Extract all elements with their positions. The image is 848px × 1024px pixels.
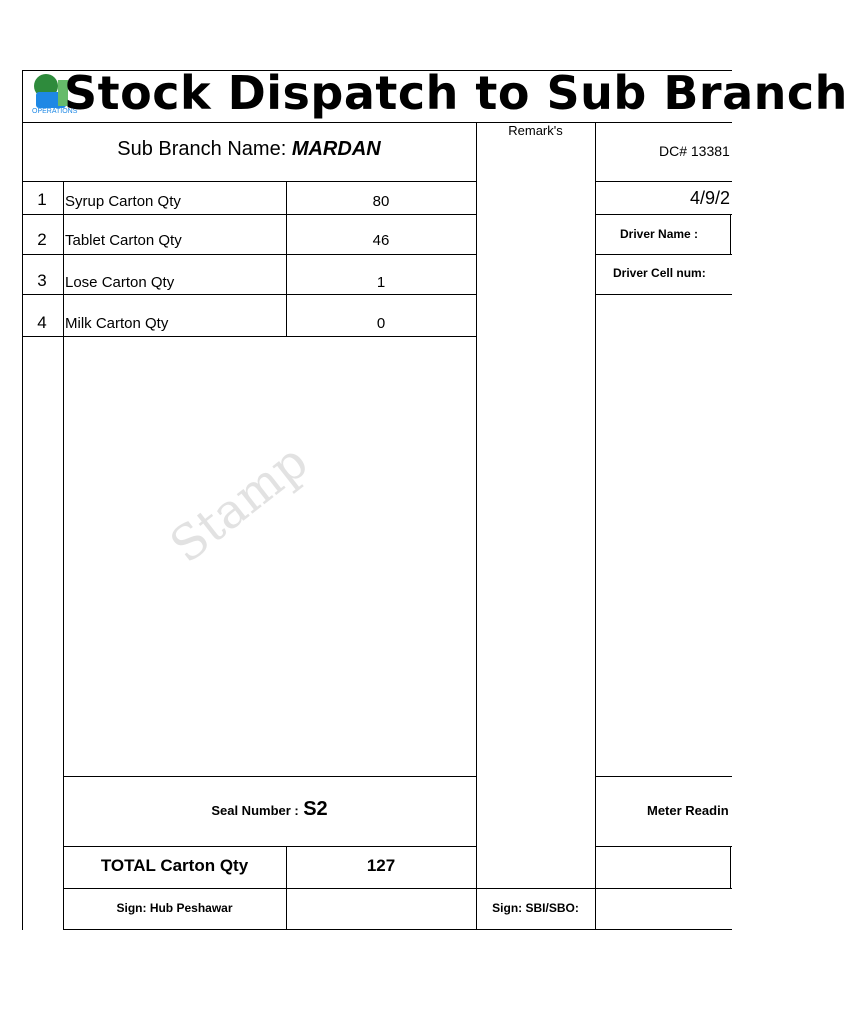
seal-label: Seal Number : — [211, 803, 299, 818]
seal-value: S2 — [303, 798, 328, 820]
item-number: 4 — [37, 313, 47, 332]
driver-name-label: Driver Name : — [620, 227, 699, 241]
item-label: Milk Carton Qty — [65, 315, 169, 332]
sub-branch-row — [22, 138, 476, 161]
item-value: 46 — [372, 232, 390, 249]
dispatch-date: 4/9/2 — [690, 188, 731, 208]
sign-hub-label: Sign: Hub Peshawar — [116, 901, 233, 915]
logo-caption: OPERATIONS — [32, 108, 78, 115]
item-number: 2 — [37, 230, 47, 249]
remarks-label: Remark's — [508, 123, 563, 138]
dc-number: DC# 13381 — [659, 143, 730, 159]
item-label: Lose Carton Qty — [65, 274, 175, 291]
sub-branch-label: Sub Branch Name: — [117, 138, 287, 160]
driver-cell-label: Driver Cell num: — [613, 266, 706, 280]
sub-branch-value: MARDAN — [291, 138, 381, 160]
total-label: TOTAL Carton Qty — [100, 856, 249, 875]
seal-number-row — [63, 798, 476, 821]
item-value: 0 — [376, 315, 386, 332]
item-value: 80 — [372, 193, 390, 210]
item-number: 1 — [37, 190, 47, 209]
form-title: Stock Dispatch to Sub Branch — [64, 66, 848, 120]
item-label: Tablet Carton Qty — [65, 232, 182, 249]
total-value: 127 — [366, 856, 396, 875]
meter-reading-label: Meter Readin — [647, 803, 729, 818]
item-value: 1 — [376, 274, 386, 291]
item-number: 3 — [37, 271, 47, 290]
stamp-watermark: Stamp — [160, 433, 319, 575]
item-label: Syrup Carton Qty — [65, 193, 181, 210]
sign-sbi-label: Sign: SBI/SBO: — [492, 901, 579, 915]
